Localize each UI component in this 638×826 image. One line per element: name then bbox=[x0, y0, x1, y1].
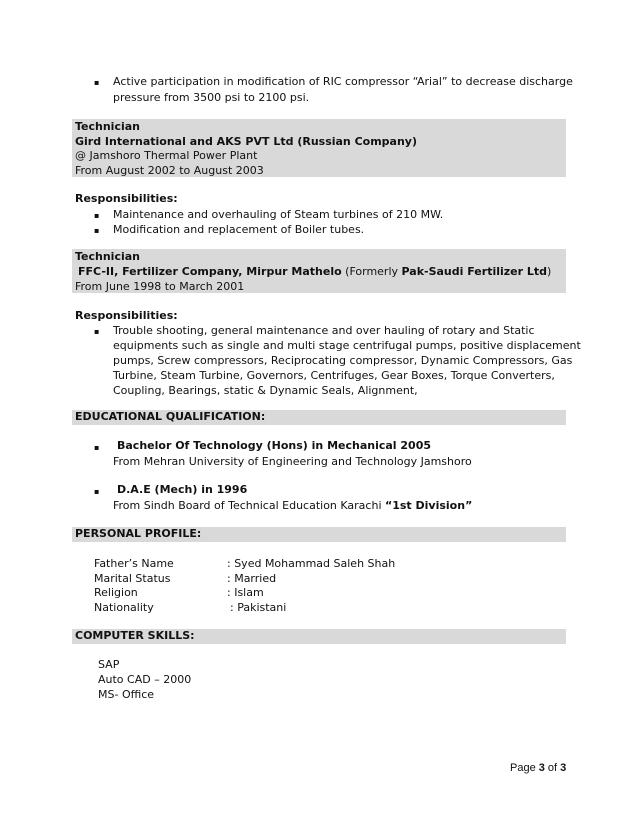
bullet-icon: ▪ bbox=[94, 226, 100, 235]
job1-period: From August 2002 to August 2003 bbox=[75, 164, 264, 177]
personal-value: : Syed Mohammad Saleh Shah bbox=[227, 557, 396, 570]
job2-period: From June 1998 to March 2001 bbox=[75, 280, 245, 293]
skill-item: SAP bbox=[98, 658, 120, 671]
job2-resp-line: Trouble shooting, general maintenance and over hauling of rotary and Static bbox=[113, 324, 535, 337]
personal-label: Marital Status bbox=[94, 572, 171, 585]
personal-value: : Islam bbox=[227, 586, 264, 599]
top-bullet-line2: pressure from 3500 psi to 2100 psi. bbox=[113, 91, 310, 104]
education-item-detail-text: From Sindh Board of Technical Education Karachi bbox=[113, 499, 385, 512]
page-total: 3 bbox=[560, 762, 567, 774]
computer-heading: COMPUTER SKILLS: bbox=[75, 629, 195, 642]
page-current: 3 bbox=[538, 762, 545, 774]
bullet-icon: ▪ bbox=[94, 211, 100, 220]
personal-label: Religion bbox=[94, 586, 138, 599]
job2-company-former-name: Pak-Saudi Fertilizer Ltd bbox=[401, 265, 548, 278]
education-heading: EDUCATIONAL QUALIFICATION: bbox=[75, 410, 266, 423]
bullet-icon: ▪ bbox=[94, 487, 100, 496]
job2-company-formerly: (Formerly bbox=[345, 265, 399, 278]
job1-location: @ Jamshoro Thermal Power Plant bbox=[75, 149, 258, 162]
job1-role: Technician bbox=[75, 120, 141, 133]
top-bullet-line1: Active participation in modification of RIC compressor “Arial” to decrease discharge bbox=[113, 75, 573, 88]
education-item-title: D.A.E (Mech) in 1996 bbox=[117, 483, 248, 496]
personal-value: : Pakistani bbox=[230, 601, 287, 614]
education-division: “1st Division” bbox=[385, 499, 473, 512]
job2-resp-line: Coupling, Bearings, static & Dynamic Seals, Alignment, bbox=[113, 384, 418, 397]
personal-value: : Married bbox=[227, 572, 277, 585]
personal-label: Father’s Name bbox=[94, 557, 174, 570]
education-item-detail: From Mehran University of Engineering and Technology Jamshoro bbox=[113, 455, 472, 468]
skill-item: Auto CAD – 2000 bbox=[98, 673, 192, 686]
page-prefix: Page bbox=[510, 762, 539, 774]
job1-resp-item: Modification and replacement of Boiler tubes. bbox=[113, 223, 365, 236]
page-of: of bbox=[544, 762, 561, 774]
education-item-detail bbox=[113, 498, 472, 513]
bullet-icon: ▪ bbox=[94, 443, 100, 452]
job1-resp-heading: Responsibilities: bbox=[75, 192, 178, 205]
page-number bbox=[510, 762, 566, 774]
education-item-title: Bachelor Of Technology (Hons) in Mechanical 2005 bbox=[117, 439, 432, 452]
bullet-icon: ▪ bbox=[94, 327, 100, 336]
skill-item: MS- Office bbox=[98, 688, 155, 701]
job2-resp-line: equipments such as single and multi stage centrifugal pumps, positive displacement bbox=[113, 339, 581, 352]
job2-resp-heading: Responsibilities: bbox=[75, 309, 178, 322]
job2-resp-line: Turbine, Steam Turbine, Governors, Centrifuges, Gear Boxes, Torque Converters, bbox=[113, 369, 555, 382]
personal-heading: PERSONAL PROFILE: bbox=[75, 527, 202, 540]
job1-resp-item: Maintenance and overhauling of Steam turbines of 210 MW. bbox=[113, 208, 444, 221]
personal-label: Nationality bbox=[94, 601, 154, 614]
bullet-icon: ▪ bbox=[94, 78, 100, 87]
job1-company: Gird International and AKS PVT Ltd (Russian Company) bbox=[75, 135, 418, 148]
job2-resp-line: pumps, Screw compressors, Reciprocating compressor, Dynamic Compressors, Gas bbox=[113, 354, 573, 367]
job2-role: Technician bbox=[75, 250, 141, 263]
job2-company-close: ) bbox=[547, 265, 552, 278]
job2-company-name: FFC-II, Fertilizer Company, Mirpur Mathelo bbox=[78, 265, 342, 278]
job2-company bbox=[75, 265, 551, 279]
